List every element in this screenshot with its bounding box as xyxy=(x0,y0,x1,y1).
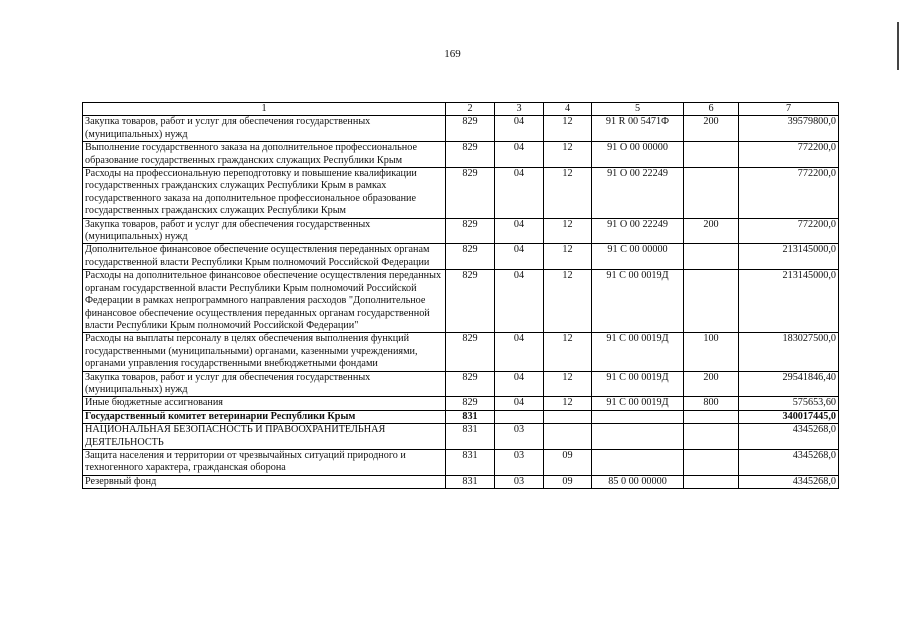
row-subsection-cell: 12 xyxy=(544,244,592,270)
row-code-cell: 829 xyxy=(446,116,495,142)
row-type-cell: 200 xyxy=(684,218,739,244)
table-row xyxy=(83,218,839,244)
row-name-cell: Закупка товаров, работ и услуг для обеспечения государственных (муниципальных) нужд xyxy=(83,116,446,142)
row-section-cell: 04 xyxy=(495,371,544,397)
row-subsection-cell: 12 xyxy=(544,218,592,244)
row-target-cell: 91 О 00 22249 xyxy=(592,168,684,219)
row-code-cell: 829 xyxy=(446,371,495,397)
row-subsection-cell: 12 xyxy=(544,397,592,410)
table-row xyxy=(83,424,839,450)
row-name-cell: Выполнение государственного заказа на дополнительное профессиональное образование государственных гражданских служащих Республики Крым xyxy=(83,142,446,168)
row-amount-cell: 772200,0 xyxy=(739,218,839,244)
row-target-cell: 91 С 00 0019Д xyxy=(592,371,684,397)
row-code-cell: 829 xyxy=(446,244,495,270)
table-row xyxy=(83,116,839,142)
row-section-cell: 04 xyxy=(495,244,544,270)
row-name-cell: НАЦИОНАЛЬНАЯ БЕЗОПАСНОСТЬ И ПРАВООХРАНИТЕЛЬНАЯ ДЕЯТЕЛЬНОСТЬ xyxy=(83,424,446,450)
row-amount-cell: 340017445,0 xyxy=(739,410,839,423)
header-cell: 4 xyxy=(544,103,592,116)
row-target-cell xyxy=(592,449,684,475)
row-target-cell xyxy=(592,424,684,450)
row-target-cell: 91 О 00 00000 xyxy=(592,142,684,168)
row-target-cell: 85 0 00 00000 xyxy=(592,475,684,488)
row-name-cell: Иные бюджетные ассигнования xyxy=(83,397,446,410)
table-row xyxy=(83,270,839,333)
row-code-cell: 829 xyxy=(446,333,495,371)
header-cell: 1 xyxy=(83,103,446,116)
row-type-cell: 100 xyxy=(684,333,739,371)
row-type-cell: 200 xyxy=(684,116,739,142)
row-type-cell xyxy=(684,449,739,475)
row-amount-cell: 4345268,0 xyxy=(739,424,839,450)
row-section-cell: 04 xyxy=(495,397,544,410)
header-cell: 2 xyxy=(446,103,495,116)
table-row xyxy=(83,410,839,423)
row-name-cell: Закупка товаров, работ и услуг для обеспечения государственных (муниципальных) нужд xyxy=(83,218,446,244)
row-section-cell: 03 xyxy=(495,475,544,488)
row-subsection-cell: 12 xyxy=(544,168,592,219)
row-subsection-cell: 09 xyxy=(544,475,592,488)
page-number: 169 xyxy=(444,48,461,60)
row-subsection-cell xyxy=(544,424,592,450)
row-section-cell: 04 xyxy=(495,333,544,371)
row-type-cell xyxy=(684,270,739,333)
row-section-cell: 03 xyxy=(495,449,544,475)
table-row xyxy=(83,142,839,168)
row-subsection-cell xyxy=(544,410,592,423)
row-target-cell: 91 С 00 00000 xyxy=(592,244,684,270)
row-name-cell: Расходы на профессиональную переподготовку и повышение квалификации государственных гражданских служащих Республики Крым в рамках государственного заказа на дополнительное профессиональное образование государственных гражданских служащих Республики Крым xyxy=(83,168,446,219)
row-amount-cell: 29541846,40 xyxy=(739,371,839,397)
row-amount-cell: 772200,0 xyxy=(739,142,839,168)
table-row xyxy=(83,475,839,488)
row-section-cell: 04 xyxy=(495,270,544,333)
row-code-cell: 831 xyxy=(446,424,495,450)
row-section-cell xyxy=(495,410,544,423)
row-section-cell: 04 xyxy=(495,116,544,142)
row-subsection-cell: 12 xyxy=(544,333,592,371)
row-name-cell: Расходы на дополнительное финансовое обеспечение осуществления переданных органам государственной власти Республики Крым полномочий Российской Федерации в рамках непрограммного направления расходов "Дополнительное финансовое обеспечение осуществления переданных органам государственной власти Республики Крым полномочий Российской Федерации" xyxy=(83,270,446,333)
table-row xyxy=(83,168,839,219)
row-code-cell: 829 xyxy=(446,270,495,333)
row-subsection-cell: 12 xyxy=(544,270,592,333)
table-row xyxy=(83,449,839,475)
row-code-cell: 829 xyxy=(446,168,495,219)
row-amount-cell: 772200,0 xyxy=(739,168,839,219)
row-code-cell: 829 xyxy=(446,142,495,168)
table-row xyxy=(83,397,839,410)
scan-edge-mark xyxy=(897,22,899,70)
header-cell: 5 xyxy=(592,103,684,116)
row-subsection-cell: 12 xyxy=(544,116,592,142)
budget-table xyxy=(82,102,839,489)
row-target-cell: 91 О 00 22249 xyxy=(592,218,684,244)
row-type-cell xyxy=(684,424,739,450)
row-target-cell: 91 R 00 5471Ф xyxy=(592,116,684,142)
row-type-cell xyxy=(684,410,739,423)
table-row xyxy=(83,371,839,397)
row-name-cell: Расходы на выплаты персоналу в целях обеспечения выполнения функций государственными (муниципальными) органами, казенными учреждениями, органами управления государственными внебюджетными фондами xyxy=(83,333,446,371)
row-code-cell: 829 xyxy=(446,397,495,410)
row-code-cell: 829 xyxy=(446,218,495,244)
row-target-cell: 91 С 00 0019Д xyxy=(592,333,684,371)
row-amount-cell: 575653,60 xyxy=(739,397,839,410)
row-amount-cell: 213145000,0 xyxy=(739,270,839,333)
row-amount-cell: 4345268,0 xyxy=(739,449,839,475)
table-row xyxy=(83,333,839,371)
row-name-cell: Резервный фонд xyxy=(83,475,446,488)
header-cell: 6 xyxy=(684,103,739,116)
row-subsection-cell: 12 xyxy=(544,142,592,168)
row-subsection-cell: 12 xyxy=(544,371,592,397)
row-type-cell xyxy=(684,168,739,219)
row-section-cell: 04 xyxy=(495,168,544,219)
row-target-cell: 91 С 00 0019Д xyxy=(592,270,684,333)
row-type-cell: 800 xyxy=(684,397,739,410)
row-amount-cell: 213145000,0 xyxy=(739,244,839,270)
row-section-cell: 04 xyxy=(495,218,544,244)
row-name-cell: Государственный комитет ветеринарии Республики Крым xyxy=(83,410,446,423)
row-type-cell xyxy=(684,142,739,168)
row-type-cell xyxy=(684,475,739,488)
row-name-cell: Защита населения и территории от чрезвычайных ситуаций природного и техногенного характера, гражданская оборона xyxy=(83,449,446,475)
row-amount-cell: 183027500,0 xyxy=(739,333,839,371)
row-amount-cell: 4345268,0 xyxy=(739,475,839,488)
row-section-cell: 04 xyxy=(495,142,544,168)
row-type-cell: 200 xyxy=(684,371,739,397)
table-row xyxy=(83,244,839,270)
row-code-cell: 831 xyxy=(446,410,495,423)
row-name-cell: Дополнительное финансовое обеспечение осуществления переданных органам государственной власти Республики Крым полномочий Российской Федерации xyxy=(83,244,446,270)
row-amount-cell: 39579800,0 xyxy=(739,116,839,142)
header-cell: 3 xyxy=(495,103,544,116)
row-name-cell: Закупка товаров, работ и услуг для обеспечения государственных (муниципальных) нужд xyxy=(83,371,446,397)
row-target-cell xyxy=(592,410,684,423)
row-subsection-cell: 09 xyxy=(544,449,592,475)
row-code-cell: 831 xyxy=(446,449,495,475)
row-type-cell xyxy=(684,244,739,270)
row-code-cell: 831 xyxy=(446,475,495,488)
row-section-cell: 03 xyxy=(495,424,544,450)
table-header-row xyxy=(83,103,839,116)
header-cell: 7 xyxy=(739,103,839,116)
row-target-cell: 91 С 00 0019Д xyxy=(592,397,684,410)
